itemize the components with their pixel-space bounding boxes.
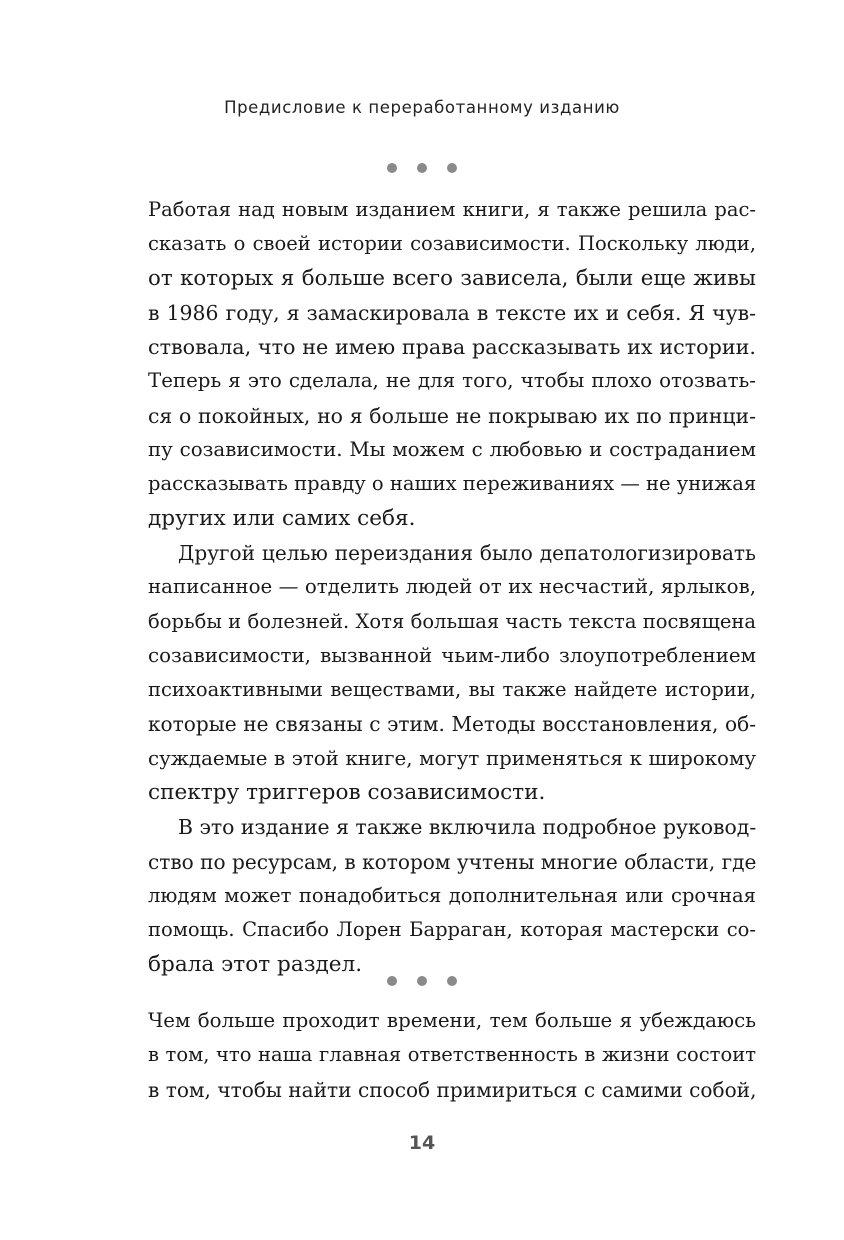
text-line: Другой целью переиздания было депатологизировать	[178, 540, 756, 565]
text-line: ство по ресурсам, в котором учтены многие области, где	[148, 849, 757, 874]
text-line: психоактивными веществами, вы также найдете истории,	[148, 678, 756, 702]
text-line: которые не связаны с этим. Методы восстановления, об-	[148, 712, 756, 737]
body-text-section-2	[148, 1004, 756, 1107]
text-line: созависимости, вызванной чьим-либо злоупотреблением	[148, 643, 756, 667]
running-head: Предисловие к переработанному изданию	[224, 98, 620, 117]
page-number: 14	[408, 1132, 436, 1154]
text-line: в 1986 году, я замаскировала в тексте их и себя. Я чув-	[148, 300, 756, 325]
section-separator	[0, 163, 844, 173]
separator-dot	[447, 976, 457, 986]
text-line: В это издание я также включила подробное руковод-	[178, 815, 757, 840]
section-separator	[0, 976, 844, 986]
text-line: ся о покойных, но я больше не покрываю их по принци-	[148, 403, 756, 428]
text-line: суждаемые в этой книге, могут применяться к широкому	[148, 746, 756, 770]
text-line: Чем больше проходит времени, тем больше я убеждаюсь	[148, 1009, 756, 1032]
text-line: брала этот раздел.	[148, 951, 363, 977]
text-line: других или самих себя.	[148, 505, 416, 531]
body-text-section-1	[148, 193, 756, 982]
separator-dot	[387, 976, 397, 986]
text-line: помощь. Спасибо Лорен Барраган, которая мастерски со-	[148, 918, 756, 942]
text-line: в том, что наша главная ответственность в жизни состоит	[148, 1043, 756, 1067]
text-line: пу созависимости. Мы можем с любовью и состраданием	[148, 438, 756, 462]
text-line: Работая над новым изданием книги, я также решила рас-	[148, 198, 756, 221]
text-line: спектру триггеров созависимости.	[148, 780, 546, 806]
text-line: рассказывать правду о наших переживаниях — не унижая	[148, 472, 757, 496]
text-line: написанное — отделить людей от их несчастий, ярлыков,	[148, 575, 756, 599]
text-line: борьбы и болезней. Хотя большая часть текста посвящена	[148, 609, 756, 633]
separator-dot	[417, 976, 427, 986]
text-line: ствовала, что не имею права рассказывать их истории.	[148, 335, 756, 360]
text-line: Теперь я это сделала, не для того, чтобы плохо отозвать-	[148, 369, 756, 393]
separator-dot	[417, 163, 427, 173]
text-line: сказать о своей истории созависимости. Поскольку люди,	[148, 232, 756, 256]
text-line: людям может понадобиться дополнительная или срочная	[148, 883, 756, 907]
text-line: от которых я больше всего зависела, были еще живы	[148, 265, 756, 291]
separator-dot	[447, 163, 457, 173]
text-line: в том, чтобы найти способ примириться с самими собой,	[148, 1077, 757, 1102]
separator-dot	[387, 163, 397, 173]
